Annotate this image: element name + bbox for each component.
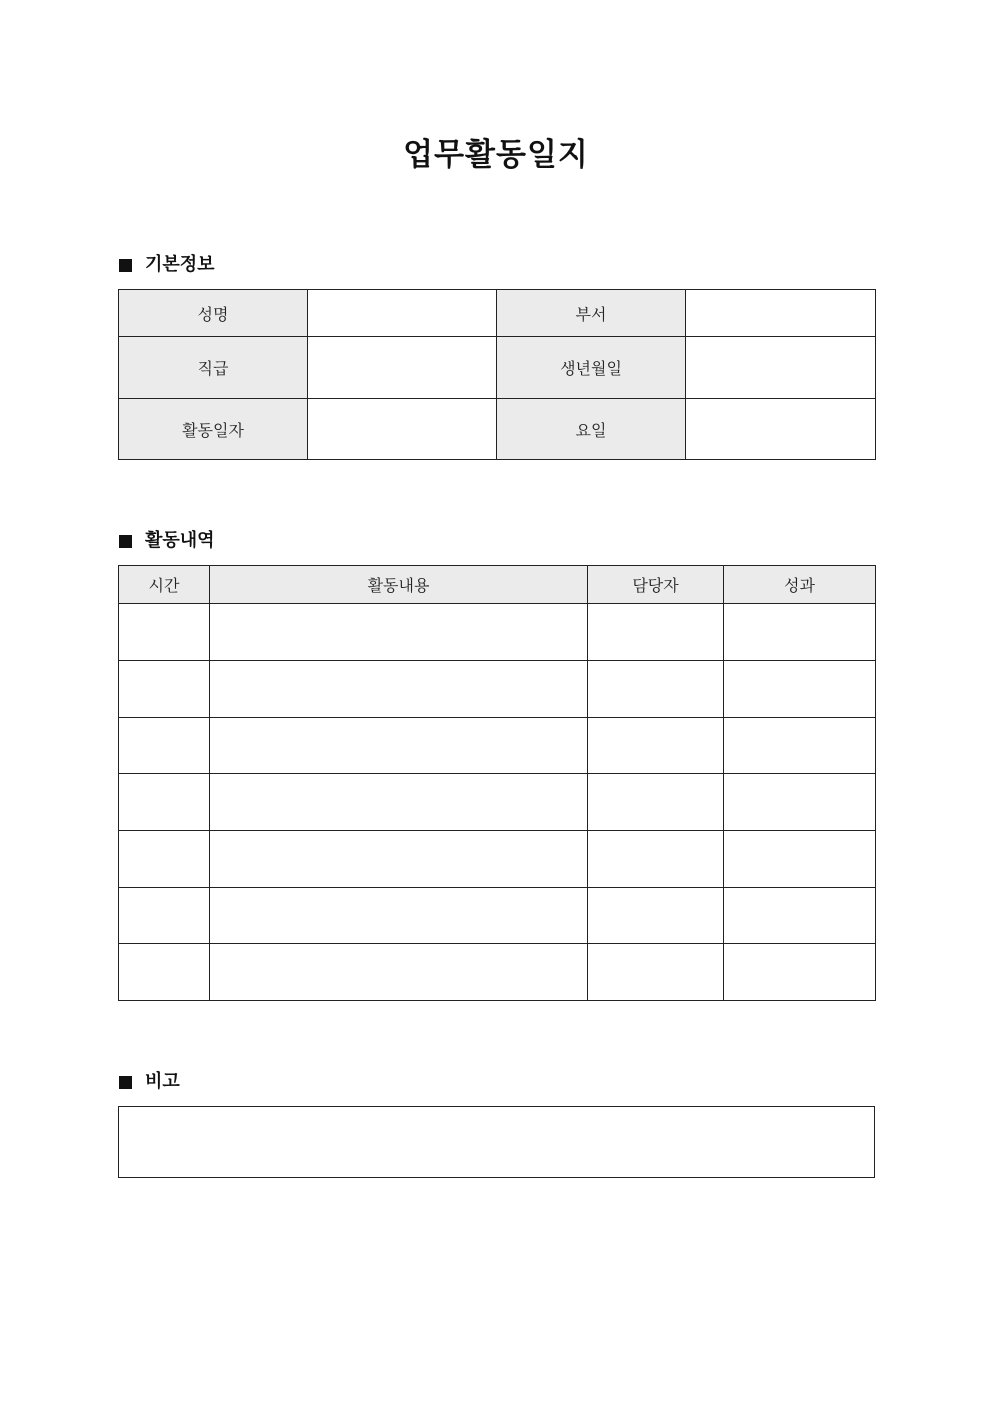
- result-cell[interactable]: [724, 604, 876, 661]
- owner-cell[interactable]: [588, 944, 724, 1001]
- time-cell[interactable]: [119, 774, 210, 831]
- basic-info-row: [119, 399, 876, 460]
- time-cell[interactable]: [119, 888, 210, 944]
- name-label: 성명: [119, 290, 308, 337]
- table-row: [119, 661, 876, 718]
- square-bullet-icon: [119, 1076, 132, 1089]
- position-field[interactable]: [308, 337, 497, 399]
- table-row: [119, 888, 876, 944]
- birthdate-label: 생년월일: [497, 337, 686, 399]
- activities-table: [118, 565, 876, 1001]
- birthdate-field[interactable]: [686, 337, 876, 399]
- activity-cell[interactable]: [210, 888, 588, 944]
- column-header-result: 성과: [724, 566, 876, 604]
- activity-cell[interactable]: [210, 661, 588, 718]
- table-row: [119, 774, 876, 831]
- activity-cell[interactable]: [210, 774, 588, 831]
- result-cell[interactable]: [724, 944, 876, 1001]
- table-row: [119, 831, 876, 888]
- weekday-field[interactable]: [686, 399, 876, 460]
- name-field[interactable]: [308, 290, 497, 337]
- owner-cell[interactable]: [588, 888, 724, 944]
- square-bullet-icon: [119, 535, 132, 548]
- column-header-time: 시간: [119, 566, 210, 604]
- department-field[interactable]: [686, 290, 876, 337]
- time-cell[interactable]: [119, 831, 210, 888]
- result-cell[interactable]: [724, 888, 876, 944]
- remarks-heading-text: 비고: [145, 1071, 180, 1092]
- result-cell[interactable]: [724, 661, 876, 718]
- column-header-owner: 담당자: [588, 566, 724, 604]
- time-cell[interactable]: [119, 944, 210, 1001]
- time-cell[interactable]: [119, 718, 210, 774]
- page-title: 업무활동일지: [403, 137, 589, 173]
- activity-cell[interactable]: [210, 604, 588, 661]
- weekday-label: 요일: [497, 399, 686, 460]
- remarks-field[interactable]: [118, 1106, 875, 1178]
- result-cell[interactable]: [724, 831, 876, 888]
- time-cell[interactable]: [119, 661, 210, 718]
- table-row: [119, 604, 876, 661]
- activities-heading-text: 활동내역: [145, 530, 215, 551]
- remarks-heading: [119, 1070, 180, 1094]
- activity-cell[interactable]: [210, 944, 588, 1001]
- result-cell[interactable]: [724, 774, 876, 831]
- activities-header-row: [119, 566, 876, 604]
- table-row: [119, 944, 876, 1001]
- basic-info-heading: [119, 253, 215, 277]
- department-label: 부서: [497, 290, 686, 337]
- time-cell[interactable]: [119, 604, 210, 661]
- activity-date-field[interactable]: [308, 399, 497, 460]
- basic-info-table: [118, 289, 876, 460]
- basic-info-row: [119, 337, 876, 399]
- table-row: [119, 718, 876, 774]
- owner-cell[interactable]: [588, 831, 724, 888]
- activities-heading: [119, 529, 215, 553]
- owner-cell[interactable]: [588, 661, 724, 718]
- activity-cell[interactable]: [210, 718, 588, 774]
- column-header-activity: 활동내용: [210, 566, 588, 604]
- square-bullet-icon: [119, 259, 132, 272]
- result-cell[interactable]: [724, 718, 876, 774]
- owner-cell[interactable]: [588, 774, 724, 831]
- activity-cell[interactable]: [210, 831, 588, 888]
- activity-date-label: 활동일자: [119, 399, 308, 460]
- owner-cell[interactable]: [588, 718, 724, 774]
- basic-info-row: [119, 290, 876, 337]
- basic-info-heading-text: 기본정보: [145, 254, 215, 275]
- owner-cell[interactable]: [588, 604, 724, 661]
- position-label: 직급: [119, 337, 308, 399]
